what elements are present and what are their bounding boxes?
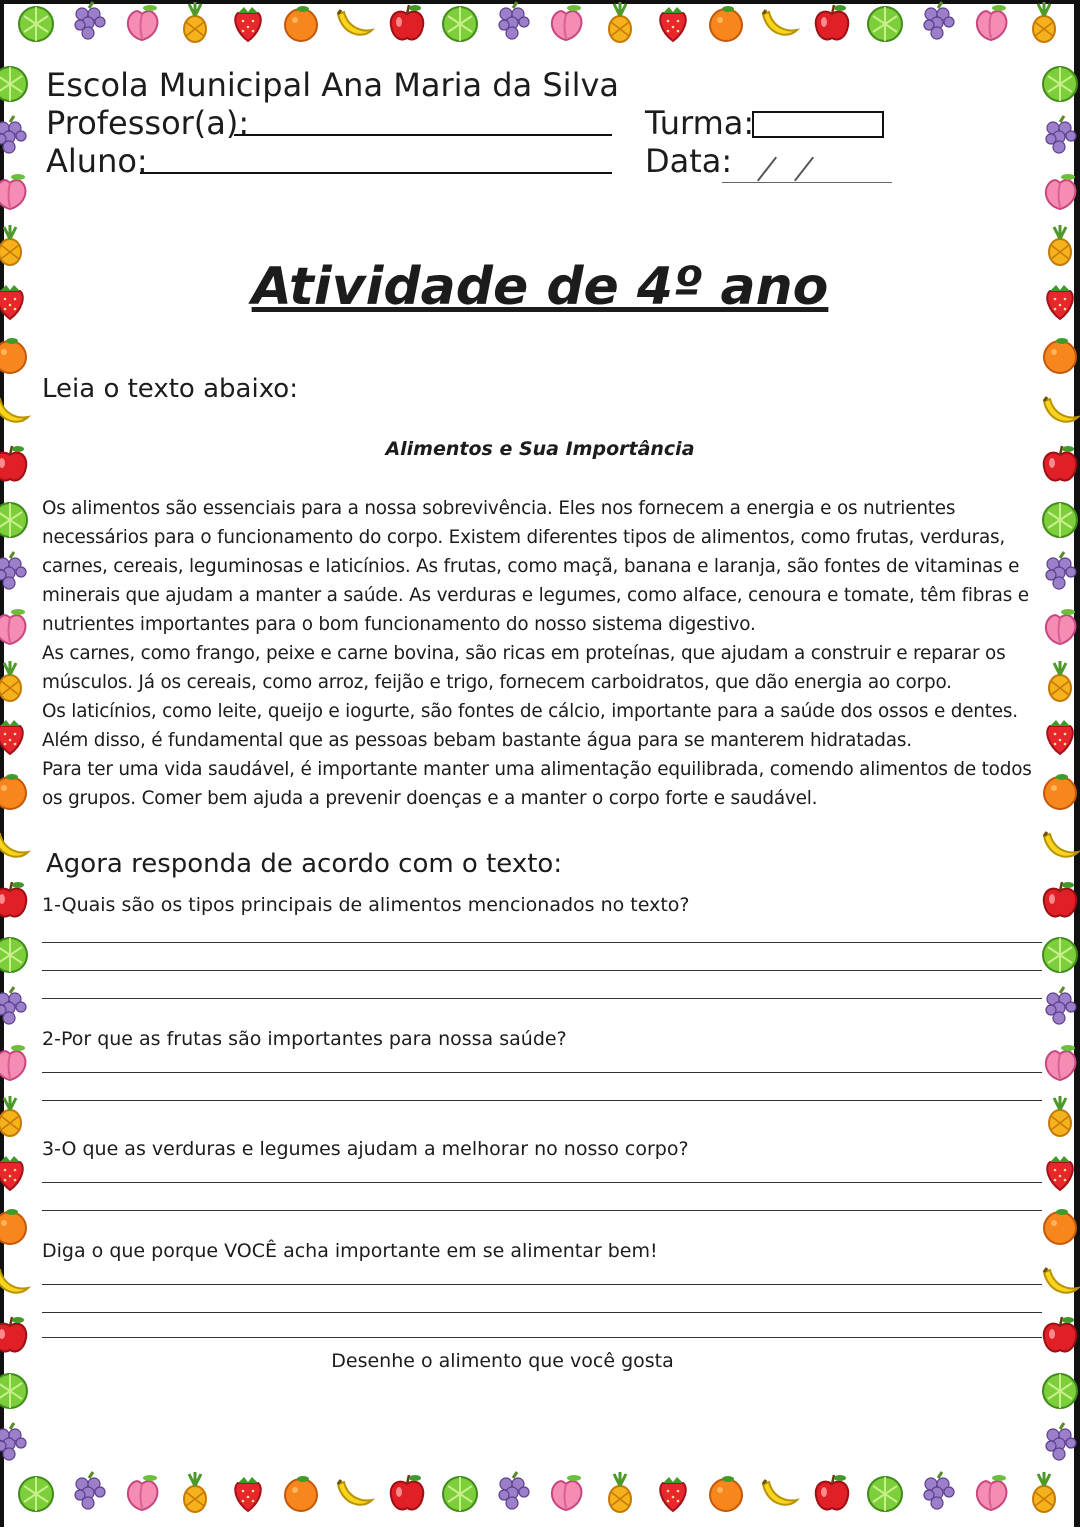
- strawberry-icon: [226, 0, 270, 44]
- answer-line[interactable]: [42, 998, 1042, 999]
- banana-icon: [0, 1258, 32, 1302]
- pineapple-icon: [1022, 0, 1066, 44]
- strawberry-icon: [0, 1149, 32, 1193]
- class-label: Turma:: [645, 104, 755, 142]
- banana-icon: [757, 0, 801, 44]
- peach-icon: [1038, 1040, 1080, 1084]
- banana-icon: [1038, 1258, 1080, 1302]
- grapes-icon: [491, 0, 535, 44]
- answer-line[interactable]: [42, 970, 1042, 971]
- paragraph: Os alimentos são essenciais para a nossa sobrevivência. Eles nos fornecem a energia e os nutrientes necessários para o funcionamento do corpo. Existem diferentes tipos de alimentos, como frutas, verduras, carnes, cereais, leguminosas e laticínios. As frutas, como maçã, banana e laranja, são fontes de vitaminas e minerais que ajudam a manter a saúde. As verduras e legumes, como alface, cenoura e tomate, têm fibras e nutrientes importantes para o bom funcionamento do nosso sistema digestivo.: [42, 498, 1029, 635]
- student-field[interactable]: [140, 172, 612, 174]
- text-title: Alimentos e Sua Importância: [385, 438, 695, 460]
- strawberry-icon: [1038, 713, 1080, 757]
- teacher-field[interactable]: [234, 134, 612, 136]
- orange-icon: [704, 1470, 748, 1514]
- grapes-icon: [916, 0, 960, 44]
- apple-icon: [1038, 877, 1080, 921]
- grapes-icon: [0, 550, 32, 594]
- strawberry-icon: [651, 1470, 695, 1514]
- melon-icon: [863, 1470, 907, 1514]
- grapes-icon: [0, 985, 32, 1029]
- grapes-icon: [916, 1470, 960, 1514]
- student-label: Aluno:: [46, 142, 148, 180]
- date-slash-2: [794, 157, 814, 182]
- melon-icon: [438, 0, 482, 44]
- peach-icon: [969, 1470, 1013, 1514]
- fruit-border-top: [0, 0, 1080, 58]
- peach-icon: [544, 1470, 588, 1514]
- pineapple-icon: [1022, 1470, 1066, 1514]
- class-field[interactable]: [752, 111, 884, 138]
- melon-icon: [863, 0, 907, 44]
- orange-icon: [704, 0, 748, 44]
- orange-icon: [1038, 1203, 1080, 1247]
- melon-icon: [1038, 931, 1080, 975]
- grapes-icon: [67, 1470, 111, 1514]
- grapes-icon: [1038, 114, 1080, 158]
- apple-icon: [385, 1470, 429, 1514]
- answer-line[interactable]: [42, 1100, 1042, 1101]
- answer-line[interactable]: [42, 1210, 1042, 1211]
- melon-icon: [0, 60, 32, 104]
- peach-icon: [0, 604, 32, 648]
- melon-icon: [438, 1470, 482, 1514]
- melon-icon: [1038, 496, 1080, 540]
- reading-text: [42, 494, 1042, 813]
- pineapple-icon: [1038, 659, 1080, 703]
- pineapple-icon: [173, 0, 217, 44]
- melon-icon: [1038, 60, 1080, 104]
- page-title: Atividade de 4º ano: [251, 257, 829, 317]
- strawberry-icon: [1038, 1149, 1080, 1193]
- apple-icon: [810, 1470, 854, 1514]
- banana-icon: [0, 387, 32, 431]
- pineapple-icon: [1038, 1094, 1080, 1138]
- peach-icon: [1038, 604, 1080, 648]
- banana-icon: [332, 0, 376, 44]
- answer-line[interactable]: [42, 942, 1042, 943]
- peach-icon: [544, 0, 588, 44]
- orange-icon: [279, 0, 323, 44]
- orange-icon: [0, 1203, 32, 1247]
- strawberry-icon: [0, 713, 32, 757]
- teacher-label: Professor(a):: [46, 104, 250, 142]
- draw-instruction: Desenhe o alimento que você gosta: [331, 1350, 674, 1372]
- melon-icon: [0, 1367, 32, 1411]
- orange-icon: [0, 768, 32, 812]
- paragraph: Para ter uma vida saudável, é importante manter uma alimentação equilibrada, comendo alimentos de todos os grupos. Comer bem ajuda a prevenir doenças e a manter o corpo forte e saudável.: [42, 759, 1032, 809]
- orange-icon: [0, 332, 32, 376]
- answer-line[interactable]: [42, 1337, 1042, 1338]
- answer-line[interactable]: [42, 1284, 1042, 1285]
- banana-icon: [0, 822, 32, 866]
- banana-icon: [1038, 387, 1080, 431]
- answer-line[interactable]: [42, 1072, 1042, 1073]
- grapes-icon: [1038, 985, 1080, 1029]
- peach-icon: [1038, 169, 1080, 213]
- grapes-icon: [0, 1421, 32, 1465]
- banana-icon: [757, 1470, 801, 1514]
- peach-icon: [120, 0, 164, 44]
- melon-icon: [14, 1470, 58, 1514]
- strawberry-icon: [226, 1470, 270, 1514]
- strawberry-icon: [651, 0, 695, 44]
- question-2: 2-Por que as frutas são importantes para nossa saúde?: [42, 1028, 567, 1050]
- pineapple-icon: [598, 0, 642, 44]
- peach-icon: [0, 1040, 32, 1084]
- banana-icon: [1038, 822, 1080, 866]
- apple-icon: [1038, 1312, 1080, 1356]
- grapes-icon: [1038, 550, 1080, 594]
- grapes-icon: [0, 114, 32, 158]
- melon-icon: [0, 496, 32, 540]
- question-4: Diga o que porque VOCÊ acha importante em se alimentar bem!: [42, 1240, 658, 1262]
- date-field[interactable]: [722, 182, 892, 183]
- date-slash-1: [757, 157, 777, 182]
- grapes-icon: [1038, 1421, 1080, 1465]
- reading-instruction: Leia o texto abaixo:: [42, 374, 298, 404]
- banana-icon: [332, 1470, 376, 1514]
- peach-icon: [969, 0, 1013, 44]
- melon-icon: [0, 931, 32, 975]
- pineapple-icon: [0, 1094, 32, 1138]
- fruit-border-bottom: [0, 1470, 1080, 1528]
- pineapple-icon: [598, 1470, 642, 1514]
- date-label: Data:: [645, 142, 733, 180]
- melon-icon: [1038, 1367, 1080, 1411]
- paragraph: As carnes, como frango, peixe e carne bovina, são ricas em proteínas, que ajudam a construir e reparar os músculos. Já os cereais, como arroz, feijão e trigo, fornecem carboidratos, que dão energia ao corpo.: [42, 643, 1006, 693]
- orange-icon: [1038, 332, 1080, 376]
- pineapple-icon: [0, 659, 32, 703]
- grapes-icon: [491, 1470, 535, 1514]
- apple-icon: [0, 877, 32, 921]
- apple-icon: [810, 0, 854, 44]
- answer-line[interactable]: [42, 1312, 1042, 1313]
- paragraph: Os laticínios, como leite, queijo e iogurte, são fontes de cálcio, importante para a saúde dos ossos e dentes. Além disso, é fundamental que as pessoas bebam bastante água para se manterem hidratadas.: [42, 701, 1018, 751]
- pineapple-icon: [173, 1470, 217, 1514]
- orange-icon: [1038, 768, 1080, 812]
- orange-icon: [279, 1470, 323, 1514]
- grapes-icon: [67, 0, 111, 44]
- question-1: 1-Quais são os tipos principais de alimentos mencionados no texto?: [42, 894, 690, 916]
- peach-icon: [120, 1470, 164, 1514]
- answer-line[interactable]: [42, 1182, 1042, 1183]
- answer-instruction: Agora responda de acordo com o texto:: [46, 849, 563, 879]
- peach-icon: [0, 169, 32, 213]
- apple-icon: [385, 0, 429, 44]
- melon-icon: [14, 0, 58, 44]
- school-name: Escola Municipal Ana Maria da Silva: [46, 66, 619, 104]
- question-3: 3-O que as verduras e legumes ajudam a melhorar no nosso corpo?: [42, 1138, 689, 1160]
